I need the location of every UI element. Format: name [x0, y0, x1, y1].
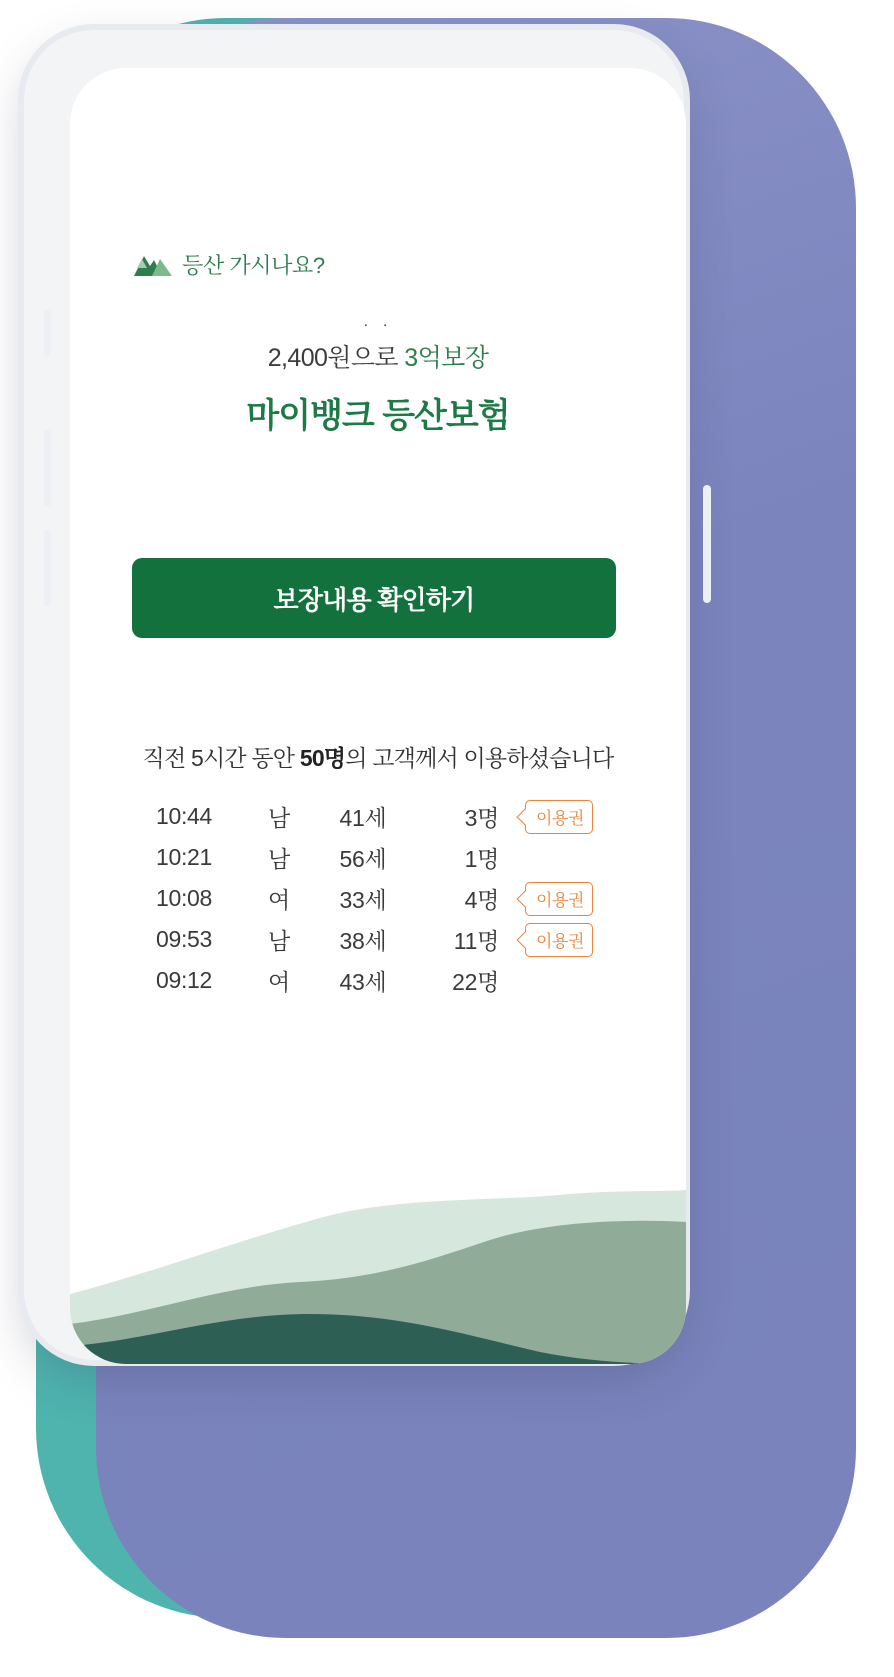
- list-item: [125, 960, 635, 1001]
- usage-count: 1명: [464, 846, 499, 872]
- usage-time: 10:21: [155, 844, 213, 870]
- ticket-badge: 이용권: [525, 800, 593, 834]
- brand-row: [130, 246, 325, 282]
- usage-gender: 여: [268, 887, 290, 913]
- phone-screen: [70, 68, 686, 1364]
- usage-time: 09:12: [155, 967, 213, 993]
- usage-list: [125, 796, 635, 1001]
- usage-badge-slot: [511, 923, 633, 957]
- usage-time: 10:44: [155, 803, 213, 829]
- usage-age: 33세: [339, 887, 387, 913]
- usage-count: 4명: [464, 887, 499, 913]
- usage-summary-prefix: 직전 5시간 동안: [142, 745, 300, 771]
- usage-count: 3명: [464, 805, 499, 831]
- usage-age: 41세: [339, 805, 387, 831]
- usage-summary-count: 50명: [299, 745, 346, 771]
- usage-badge-slot: [511, 882, 633, 916]
- hero-subtitle-prefix: 2,400원으로: [267, 344, 405, 372]
- list-item: [125, 837, 635, 878]
- usage-gender: 남: [268, 805, 290, 831]
- phone-frame: [24, 30, 684, 1360]
- page-content: [70, 68, 686, 1364]
- phone-button-volume-up: [44, 430, 51, 506]
- usage-age: 38세: [339, 928, 387, 954]
- check-coverage-button[interactable]: 보장내용 확인하기: [132, 558, 616, 638]
- hero-subtitle: [70, 338, 686, 374]
- phone-button-silent: [44, 310, 51, 356]
- usage-time: 09:53: [155, 926, 213, 952]
- usage-age: 43세: [339, 969, 387, 995]
- usage-gender: 남: [268, 846, 290, 872]
- list-item: [125, 796, 635, 837]
- ticket-badge: 이용권: [525, 882, 593, 916]
- usage-summary: [70, 740, 686, 773]
- usage-time: 10:08: [155, 885, 213, 911]
- usage-count: 11명: [453, 928, 499, 954]
- ticket-badge: 이용권: [525, 923, 593, 957]
- mountain-icon: [130, 246, 174, 282]
- list-item: [125, 878, 635, 919]
- phone-button-volume-down: [44, 530, 51, 606]
- mountain-illustration: [70, 1174, 686, 1364]
- brand-tagline: 등산 가시나요?: [182, 253, 325, 278]
- usage-age: 56세: [339, 846, 387, 872]
- hero-dots: · ·: [363, 316, 393, 333]
- usage-gender: 여: [268, 969, 290, 995]
- usage-gender: 남: [268, 928, 290, 954]
- hero-subtitle-highlight: 3억보장: [404, 344, 489, 372]
- usage-summary-suffix: 의 고객께서 이용하셨습니다: [345, 745, 614, 771]
- page-title: 마이뱅크 등산보험: [246, 397, 510, 435]
- phone-button-power: [703, 485, 711, 603]
- usage-count: 22명: [452, 969, 499, 995]
- usage-badge-slot: [511, 800, 633, 834]
- list-item: [125, 919, 635, 960]
